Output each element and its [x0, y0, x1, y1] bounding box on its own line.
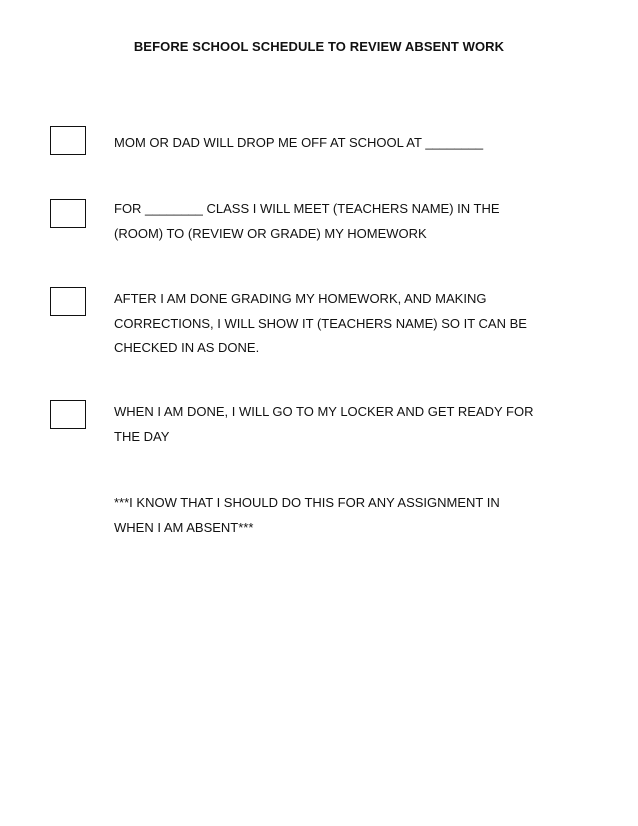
- item-line: AFTER I AM DONE GRADING MY HOMEWORK, AND MAKING: [114, 291, 487, 306]
- page-title: BEFORE SCHOOL SCHEDULE TO REVIEW ABSENT WORK: [133, 39, 505, 54]
- item-meet-teacher-text: [114, 197, 584, 246]
- item-line: CHECKED IN AS DONE.: [114, 340, 260, 355]
- item-line: MOM OR DAD WILL DROP ME OFF AT SCHOOL AT ________: [114, 135, 484, 150]
- note-line: ***I KNOW THAT I SHOULD DO THIS FOR ANY ASSIGNMENT IN: [114, 495, 500, 510]
- item-drop-off-text: [114, 131, 584, 156]
- item-line: (ROOM) TO (REVIEW OR GRADE) MY HOMEWORK: [114, 225, 427, 241]
- item-line: FOR ________ CLASS I WILL MEET (TEACHERS NAME) IN THE: [114, 201, 500, 216]
- absent-note: [114, 491, 584, 540]
- item-show-corrections-text: [114, 287, 584, 361]
- checkbox-locker[interactable]: [50, 400, 86, 429]
- checkbox-show-corrections[interactable]: [50, 287, 86, 316]
- checkbox-drop-off[interactable]: [50, 126, 86, 155]
- item-locker-text: [114, 400, 584, 449]
- item-line: WHEN I AM DONE, I WILL GO TO MY LOCKER AND GET READY FOR: [114, 404, 534, 419]
- item-line: THE DAY: [114, 428, 170, 444]
- note-line: WHEN I AM ABSENT***: [114, 519, 254, 535]
- checkbox-meet-teacher[interactable]: [50, 199, 86, 228]
- item-line: CORRECTIONS, I WILL SHOW IT (TEACHERS NAME) SO IT CAN BE: [114, 315, 527, 331]
